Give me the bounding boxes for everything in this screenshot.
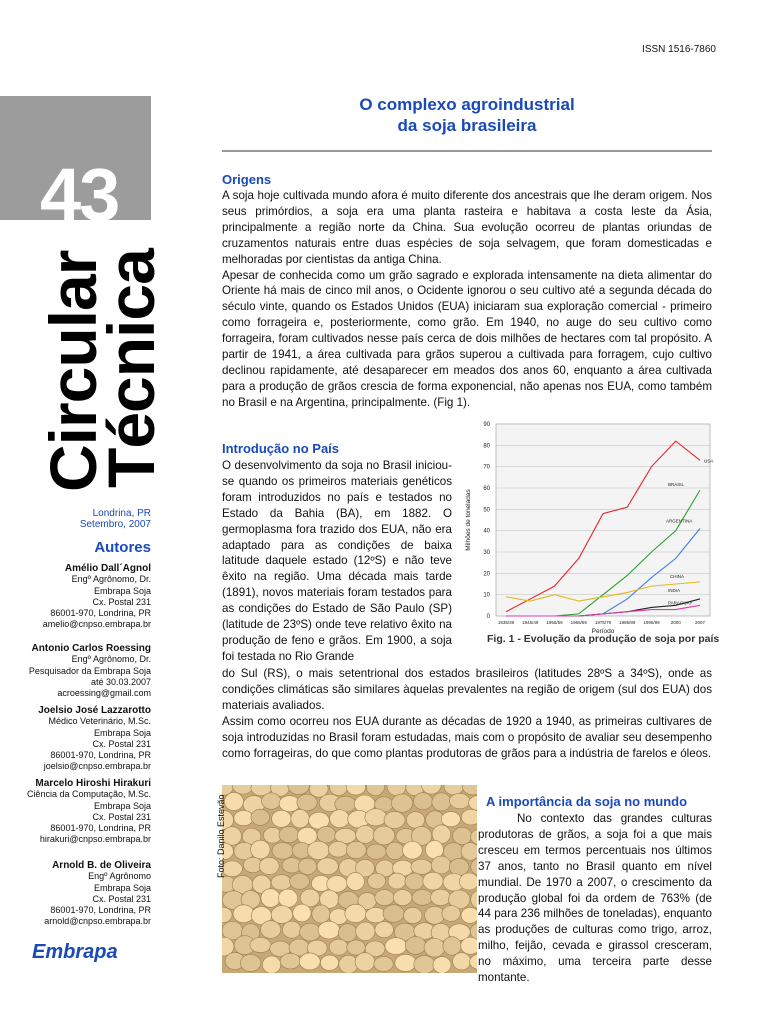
soybean [282,921,301,938]
author-detail: Cx. Postal 231 [92,893,151,904]
y-axis-label: Milhões de toneladas [465,489,472,551]
author-detail: Médico Veterinário, M.Sc. [48,716,151,727]
soybean [368,873,386,889]
author-detail: Engº Agrônomo, Dr. [71,654,151,665]
author-detail: Cx. Postal 231 [92,811,151,822]
soybean [365,809,387,826]
author-name: Arnold B. de Oliveira [52,860,151,871]
y-tick-label: 80 [483,443,490,450]
soybean [299,953,320,970]
soybean [405,937,426,955]
soybean [406,812,424,828]
soybean [261,921,281,939]
author-detail: até 30.03.2007 [90,676,151,687]
soybean [300,923,321,941]
x-tick-label: 1945/49 [522,620,539,625]
production-chart [456,418,720,650]
soybean [388,873,406,889]
author-detail: Embrapa Soja [93,800,151,811]
soybean [224,792,243,810]
author-detail: joelsio@cnpso.embrapa.br [43,761,151,772]
series-number: 43 [40,153,119,236]
soybean [393,890,412,906]
soybean [271,906,292,924]
soybean [461,843,477,861]
soybean [414,956,435,973]
soybean [461,907,477,923]
publication-date: Setembro, 2007 [79,519,151,530]
soybean [424,938,445,957]
author-name: Joelsio José Lazzarotto [38,705,151,716]
soybean [272,842,293,859]
author-detail: 86001-970, Londrina, PR [50,750,151,761]
soybean [318,921,340,939]
soybean [327,876,348,893]
soybean [366,844,386,859]
soybean [297,794,317,811]
heading-importancia: A importância da soja no mundo [486,794,688,809]
soybean [240,954,261,971]
author-block [0,860,151,928]
soybean [402,841,422,859]
author-detail: Cx. Postal 231 [92,596,151,607]
soybean [430,889,450,905]
x-tick-label: 1935/39 [497,620,515,625]
author-detail: amelio@cnpso.embrapa.br [42,619,151,630]
author-block [0,778,151,846]
introducao-paragraph-1b: do Sul (RS), o mais setentrional dos estados brasileiros (latitudes 28ºS a 34ºS), onde as condições climáticas são similares àquelas prevalentes na região de origem (sul dos EUA) dos materiais avaliados. [222,667,712,712]
author-detail: arnold@cnpso.embrapa.br [44,916,151,927]
soybean [423,872,443,890]
soybean [298,858,316,874]
soybean [289,873,309,889]
x-axis-label: Período [591,628,615,635]
series-label: CHINA [670,573,685,579]
soybean [395,954,416,971]
soybean [293,904,311,922]
soybean [262,793,281,809]
series-label: INDIA [668,587,681,593]
soybean [442,906,460,922]
series-label: ARGENTINA [666,518,693,524]
soybean [375,890,394,906]
soybean [461,809,477,825]
author-block [0,643,151,699]
author-detail: hirakuri@cnpso.embrapa.br [39,834,151,845]
author-name: Marcelo Hiroshi Hirakuri [35,778,151,789]
publication-place: Londrina, PR [92,508,151,519]
soybeans-image [222,785,477,973]
author-block [0,705,151,773]
soybean [356,922,375,940]
y-tick-label: 50 [483,507,490,514]
y-tick-label: 0 [486,614,490,620]
photo-credit: Foto: Danilo Estevão [216,794,226,878]
series-word-tecnica: Técnica [94,249,168,488]
x-tick-label: 1985/89 [619,620,636,625]
importancia-paragraph-1: No contexto das grandes culturas produtoras de grãos, a soja foi a que mais cresceu em termos percentuais nos últimos 37 anos, tanto no Brasil quanto em nível mundial. De 1970 a 2007, o crescimento da produção global foi da ordem de 763% (de 44 para 236 milhões de toneladas), enquanto as produções de culturas como trigo, arroz, milho, feijão, cevada e girassol cresceram, no máximo, uma terceira parte desse montante. [478,812,712,985]
soybean [391,794,412,812]
heading-introducao: Introdução no País [222,441,340,456]
author-detail: Ciência da Computação, M.Sc. [26,789,151,800]
soybean [329,939,348,955]
soybean [404,907,422,923]
author-detail: Engº Agrônomo, Dr. [71,574,151,585]
soybean [355,953,375,972]
author-detail: Engº Agrônomo [88,871,151,882]
figure-caption: Fig. 1 - Evolução da produção de soja por país [487,633,720,645]
soybean [320,955,338,970]
publication-info [0,508,151,530]
author-detail: Embrapa Soja [93,585,151,596]
soybean [317,858,338,875]
x-tick-label: 2007 [694,620,706,625]
soybean [412,890,433,906]
author-detail: 86001-970, Londrina, PR [50,823,151,834]
soybean [259,857,279,874]
introducao-paragraph-2: Assim como ocorreu nos EUA durante as décadas de 1920 a 1940, as primeiras cultivares de soja introduzidas no Brasil foram estudadas, mais com o propósito de avaliar seu desempenho como forrageiras, do que como plantas produtoras de grãos para a indústria de farelos e óleos. [222,714,712,760]
soybean [431,856,451,874]
series-word-circular: Circular [36,250,110,492]
author-name: Antonio Carlos Roessing [31,643,151,654]
soybean [449,858,469,875]
author-block [0,563,151,631]
origens-paragraph-2: Apesar de conhecida como um grão sagrado e explorada intensamente na dieta alimentar do Oriente há mais de cinco mil anos, o Ocidente ignorou o seu cultivo até a segunda década do século vinte, quando os Estados Unidos (EUA) iniciaram sua exploração comercial - primeiro como forrageira e, posteriormente, como grão. Em 1940, no auge do seu cultivo como forrageira, foram cultivados nesse país cerca de dois milhões de hectares com tal propósito. A partir de 1941, a área cultivada para grãos superou a cultivada para forragem, cujo cultivo declinou rapidamente, até desaparecer em meados dos anos 60, enquanto a área cultivada para a produção de grãos crescia de forma exponencial, não apenas nos EUA, como também no Brasil e na Argentina, principalmente. (Fig 1). [222,268,712,409]
soybean [443,937,461,955]
soybean [383,905,404,923]
soybean [384,811,405,828]
soybean [330,810,350,828]
series-label: BRASIL [668,482,685,488]
soybean [375,922,394,938]
soybean [307,841,329,859]
y-tick-label: 90 [483,422,490,428]
soybean [432,793,451,811]
x-tick-label: 1975/79 [594,620,612,625]
title-divider [222,150,712,152]
soybean [312,905,330,923]
soybean [346,873,364,891]
soybean [271,875,292,890]
soybean [251,840,271,859]
soybean [251,809,270,825]
origens-text [222,188,712,411]
soybean [425,906,445,924]
soybean [433,957,451,973]
soybean [441,812,460,827]
series-label: USA [704,458,714,464]
x-tick-label: 1955/59 [546,620,563,625]
soybean [346,841,366,858]
title-line-1: O complexo agroindustrial [359,95,575,114]
authors-heading: Autores [94,539,151,556]
soybean [453,953,471,970]
soybean [385,938,407,955]
soybean [278,889,297,907]
soybean [272,810,292,827]
soybean [280,953,300,969]
author-detail: Embrapa Soja [93,727,151,738]
soybean [386,842,404,859]
soybean [233,905,254,923]
author-detail: 86001-970, Londrina, PR [50,905,151,916]
author-detail: Embrapa Soja [93,882,151,893]
soybean [261,889,280,908]
soybean [279,826,299,842]
soybean [291,809,309,828]
x-tick-label: 2000 [670,620,681,625]
soybean [338,924,357,942]
soybean [413,793,432,810]
soybeans-photo [222,785,477,973]
soybean [328,841,348,857]
soybean [459,873,477,890]
soybean [262,956,280,973]
y-tick-label: 70 [483,464,490,471]
author-detail: Pesquisador da Embrapa Soja [28,665,151,676]
x-tick-label: 1965/69 [570,620,587,625]
embrapa-logo: Embrapa [32,941,118,963]
soybean [405,873,424,890]
x-tick-label: 1995/99 [643,620,660,625]
introducao-paragraph-1: O desenvolvimento da soja no Brasil iniciou-se quando os primeiros materiais genéticos foram introduzidos no país e testados no Estado da Bahia (BA), em 1882. O germoplasma fora trazido dos EUA, não era adaptado para as condições de baixa latitude daquele estado (12ºS) e não teve êxito na região. Uma década mais tarde (1891), novos materiais foram testados para as condições do Estado de São Paulo (SP) (latitude de 23ºS) onde teve relativo êxito na produção de feno e grãos. Em 1900, a soja foi testada no Rio Grande [222,459,452,663]
soybean [374,956,393,971]
heading-origens: Origens [222,172,272,187]
soybean [250,938,271,953]
soybean [411,859,432,874]
issn: ISSN 1516-7860 [642,44,716,55]
author-detail: Cx. Postal 231 [92,738,151,749]
soybean [461,937,477,954]
soybean [449,793,469,808]
page-title [222,94,712,136]
author-name: Amélio Dall´Agnol [64,563,151,574]
soybean [373,826,395,845]
y-tick-label: 10 [483,592,490,599]
soybean [345,904,366,922]
y-tick-label: 20 [483,571,490,578]
soybean [317,826,336,843]
introducao-text-continued [222,666,712,761]
author-detail: 86001-970, Londrina, PR [50,608,151,619]
y-tick-label: 30 [483,550,490,556]
y-tick-label: 40 [483,528,490,535]
author-detail: acroessing@gmail.com [57,688,151,699]
y-tick-label: 60 [483,486,490,492]
soybean [356,825,375,843]
origens-paragraph-1: A soja hoje cultivada mundo afora é muito diferente dos ancestrais que lhe deram origem. Nos seus primórdios, a soja era uma planta rasteira e habitava a costa leste da Ásia, principalmente a região norte da China. Sua evolução ocorreu de plantas oriundas de cruzamentos naturais entre duas espécies de soja selvagem, que foram domesticadas e melhoradas por cientistas da antiga China. [222,189,712,266]
title-line-2: da soja brasileira [397,116,537,135]
series-label: PARAGUAY [668,600,693,606]
soybean [234,810,253,825]
soybean [453,827,472,844]
